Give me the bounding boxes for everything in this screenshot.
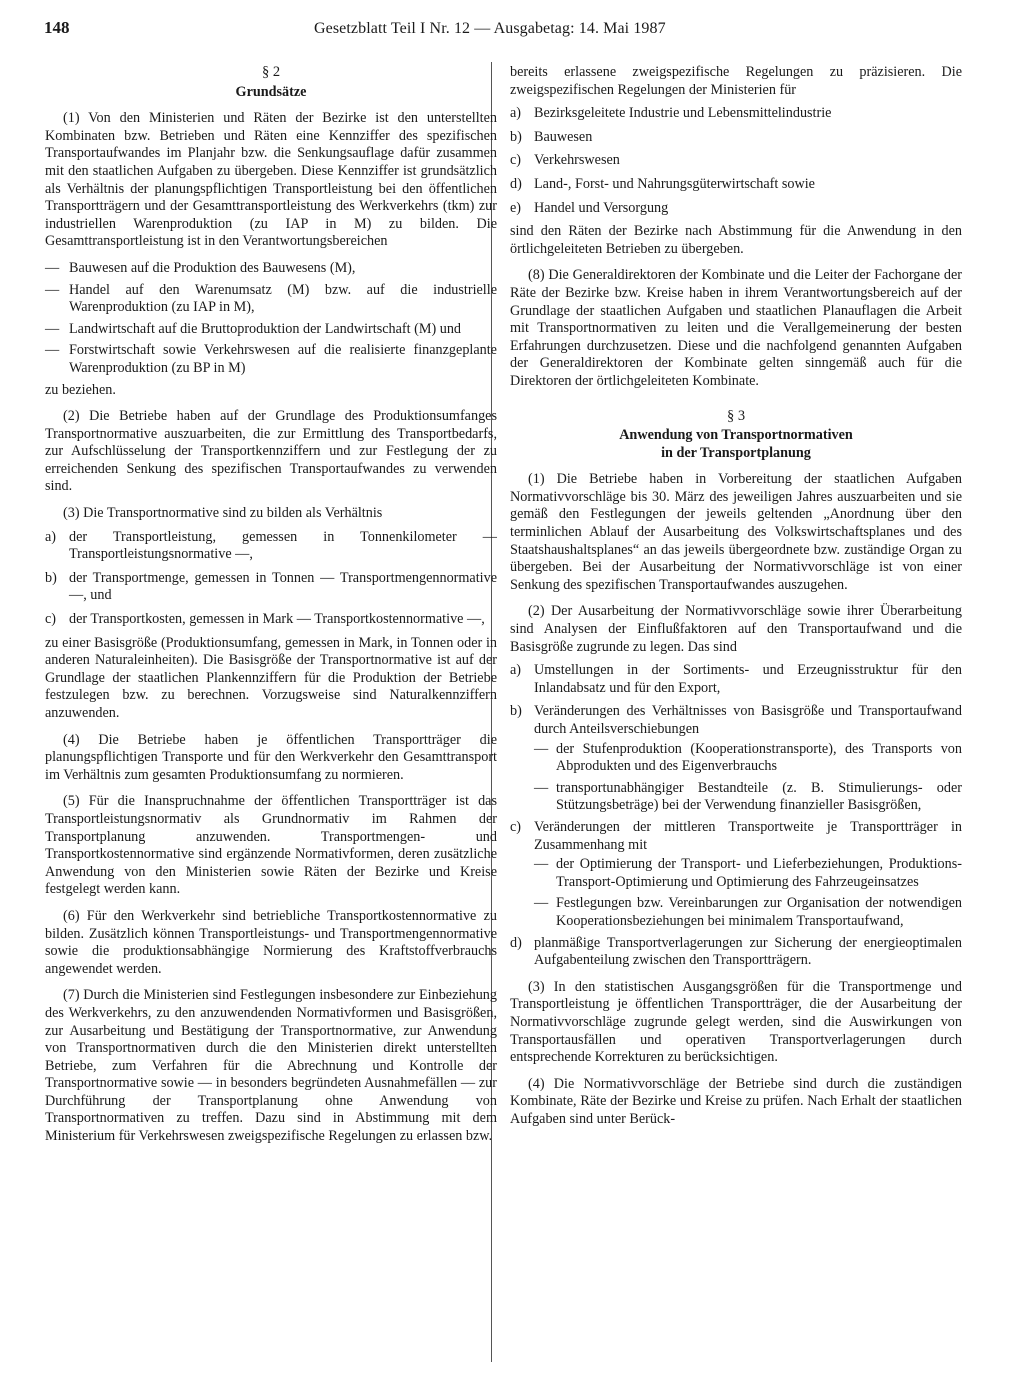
page-number: 148 — [44, 18, 70, 37]
paragraph-2-5: (5) Für die Inanspruchnahme der öffentlichen Transportträger ist das Transportleistungsnormativ als Grundnormativ im Rahmen der Transportplanung anzuwenden. Transportmengen- und Transportkostennormative sind ergänzende Normativformen, deren zusätzliche Anwendung von den Ministerien sowie Räten der Bezirke und Kreise festgelegt werden kann. — [45, 793, 497, 898]
list-item: d) Land-, Forst- und Nahrungsgüterwirtschaft sowie — [510, 175, 815, 192]
list-item: d) planmäßige Transportverlagerungen zur Sicherung der energieoptimalen Aufgabenteilung zwischen den Transportträgern. — [510, 934, 962, 969]
paragraph-2-8: (8) Die Generaldirektoren der Kombinate und die Leiter der Fachorgane der Räte der Bezirke bzw. Kreise haben in ihrem Verantwortungsbereich auf der Grundlage der staatlichen Aufgaben und staatlichen Planauflagen die Arbeit mit Transportnormativen zu leiten und die Verallgemeinerung der besten Erfahrungen durchzusetzen. Diese und die nachfolgend genannten Aufgaben der Generaldirektoren der Kombinate gelten sinngemäß auch für die Direktoren der örtlichgeleiteten Kombinate. — [510, 267, 962, 389]
dash-item: — der Optimierung der Transport- und Lieferbeziehungen, Produktions-Transport-Optimierung und Optimierung des Fahrzeugeinsatzes — [534, 856, 962, 890]
list-item: a) Umstellungen in der Sortiments- und Erzeugnisstruktur für den Inlandabsatz und für den Export, — [510, 662, 962, 696]
section-2-number: § 2 — [261, 64, 281, 80]
list-item: c) Veränderungen der mittleren Transportweite je Transportträger in Zusammenhang mit — [510, 818, 962, 853]
list-item: e) Handel und Versorgung — [510, 199, 669, 216]
dash-item: — Bauwesen auf die Produktion des Bauwesens (M), — [45, 259, 356, 276]
section-3-title: Anwendung von Transportnormativen in der Transportplanung — [619, 427, 853, 461]
dash-item: — transportunabhängiger Bestandteile (z. B. Stimulierungs- oder Stützungsbeträge) bei der Verwendung finanzieller Basisgrößen, — [534, 779, 962, 814]
dash-item: — der Stufenproduktion (Kooperationstransporte), des Transports von Abprodukten und des Eigenverbrauchs — [534, 740, 962, 775]
list-item: a) Bezirksgeleitete Industrie und Lebensmittelindustrie — [510, 105, 832, 122]
paragraph-2-7-continued: bereits erlassene zweigspezifische Regelungen zu präzisieren. Die zweigspezifischen Regelungen der Ministerien für — [510, 64, 962, 98]
right-column — [510, 64, 962, 1137]
list-item: c) der Transportkosten, gemessen in Mark — Transportkostennormative —, — [45, 611, 485, 628]
paragraph-3-1: (1) Die Betriebe haben in Vorbereitung der staatlichen Aufgaben Normativvorschläge bis 30. März des jeweiligen Jahres auszuarbeiten und sie gemäß den Festlegungen der jeweils geltenden „Anordnung über den terminlichen Ablauf der Ausarbeitung des Volkswirtschaftsplanes und des Staatshaushaltsplanes“ an das jeweils übergeordnete bzw. zuständige Organ zu übergeben. Bei der Ausarbeitung der Normativvorschläge ist von einer Senkung des spezifischen Transportaufwandes auszugehen. — [510, 471, 962, 593]
paragraph-2-1-dash-list — [45, 260, 497, 378]
list-item: b) der Transportmenge, gemessen in Tonnen — Transportmengennormative —, und — [45, 569, 497, 604]
left-column — [45, 64, 497, 1155]
paragraph-2-1-end: zu beziehen. — [45, 381, 116, 398]
sub-dash-list — [534, 741, 962, 815]
paragraph-2-3-end: zu einer Basisgröße (Produktionsumfang, gemessen in Mark, in Tonnen oder in anderen Naturaleinheiten). Die Basisgröße der Transportnormative ist auf der Grundlage der staatlichen Plankennziffern für die Produktion der Betriebe festzulegen bzw. zu berechnen. Vorzugsweise sind Naturalkennziffern anzuwenden. — [45, 634, 497, 721]
dash-item: — Festlegungen bzw. Vereinbarungen zur Organisation der notwendigen Kooperationsbeziehungen bei minimalem Transportaufwand, — [534, 895, 962, 929]
paragraph-2-1: (1) Von den Ministerien und Räten der Bezirke ist den unterstellten Kombinaten bzw. Betrieben und Räten eine Kennziffer des spezifischen Transportaufwandes im Planjahr bzw. die Senkungsauflage dafür zusammen mit den staatlichen Aufgaben zu übergeben. Diese Kennziffer ist grundsätzlich als Verhältnis der planungspflichtigen Transportleistung bei den öffentlichen Transportträgern und der Gesamttransportleistung des Werkverkehrs (tkm) zur industriellen Warenproduktion (zu IAP in M) zu bilden. Die Gesamttransportleistung ist in den Verantwortungsbereichen — [45, 110, 497, 250]
list-item: b) Veränderungen des Verhältnisses von Basisgröße und Transportaufwand durch Anteilsverschiebungen — [510, 703, 962, 737]
paragraph-2-2: (2) Die Betriebe haben auf der Grundlage des Produktionsumfanges Transportnormative auszuarbeiten, die zur Ermittlung des Transportbedarfs, zur Aufschlüsselung der Transportkennziffern und zur Festlegung der zu erreichenden Senkung des spezifischen Transportaufwandes zu verwenden sind. — [45, 408, 497, 495]
paragraph-2-7: (7) Durch die Ministerien sind Festlegungen insbesondere zur Einbeziehung des Werkverkehrs, zu den anzuwendenden Normativformen und Basisgrößen, zur Ausarbeitung und Bestätigung der Transportnormative, zur Anwendung von Transportnormativen durch die den Ministerien direkt unterstellten Betriebe, zum Verfahren für die Abrechnung und Kontrolle der Transportnormative sowie — in besonders begründeten Ausnahmefällen — zur Durchführung der Transportplanung ohne Anwendung von Transportnormativen zu treffen. Dazu sind in Abstimmung mit dem Ministerium für Verkehrswesen zweigspezifische Regelungen zu erlassen bzw. — [45, 987, 497, 1145]
list-item: b) Bauwesen — [510, 128, 593, 145]
list-item: c) Verkehrswesen — [510, 152, 620, 169]
dash-item: — Landwirtschaft auf die Bruttoproduktion der Landwirtschaft (M) und — [45, 320, 462, 337]
paragraph-3-3: (3) In den statistischen Ausgangsgrößen für die Transportmenge und Transportleistung je öffentlichen Transportträger, die der Ausarbeitung der Normativvorschläge zugrunde gelegt werden, sind die Auswirkungen von Transportausfällen und operativen Transportverlagerungen durch entsprechende Korrekturen zu berücksichtigen. — [510, 978, 962, 1066]
dash-item: — Forstwirtschaft sowie Verkehrswesen auf die realisierte finanzgeplante Warenproduktion (zu BP in M) — [45, 342, 497, 376]
list-item: a) der Transportleistung, gemessen in Tonnenkilometer — Transportleistungsnormative —, — [45, 528, 497, 563]
running-title: Gesetzblatt Teil I Nr. 12 — Ausgabetag: 14. Mai 1987 — [314, 20, 666, 37]
page-header — [44, 18, 984, 48]
paragraph-2-3: (3) Die Transportnormative sind zu bilden als Verhältnis — [63, 505, 383, 522]
section-2-title: Grundsätze — [235, 83, 307, 100]
paragraph-2-6: (6) Für den Werkverkehr sind betriebliche Transportkostennormative zu bilden. Zusätzlich können Transportleistungs- und Transportmengennormative sowie die produktionsabhängige Normierung des Kraftstoffverbrauchs angewendet werden. — [45, 907, 497, 977]
paragraph-2-4: (4) Die Betriebe haben je öffentlichen Transportträger die planungspflichtigen Transporte und für den Werkverkehr den Gesamttransport im Verhältnis zum gesamten Produktionsumfang zu normieren. — [45, 731, 497, 783]
dash-item: — Handel auf den Warenumsatz (M) bzw. auf die industrielle Warenproduktion (zu IAP in M), — [45, 281, 497, 316]
paragraph-3-2: (2) Der Ausarbeitung der Normativvorschläge sowie ihrer Überarbeitung sind Analysen der Einflußfaktoren auf den Transportaufwand und die Basisgröße zugrunde zu legen. Das sind — [510, 603, 962, 655]
paragraph-3-4: (4) Die Normativvorschläge der Betriebe sind durch die zuständigen Kombinate, Räte der Bezirke und Kreise zu prüfen. Nach Erhalt der staatlichen Aufgaben sind unter Berück- — [510, 1075, 962, 1127]
sub-dash-list — [534, 856, 962, 930]
section-3-number: § 3 — [726, 407, 746, 424]
paragraph-2-7-end: sind den Räten der Bezirke nach Abstimmung für die Anwendung in den örtlichgeleiteten Betrieben zu übergeben. — [510, 223, 962, 257]
